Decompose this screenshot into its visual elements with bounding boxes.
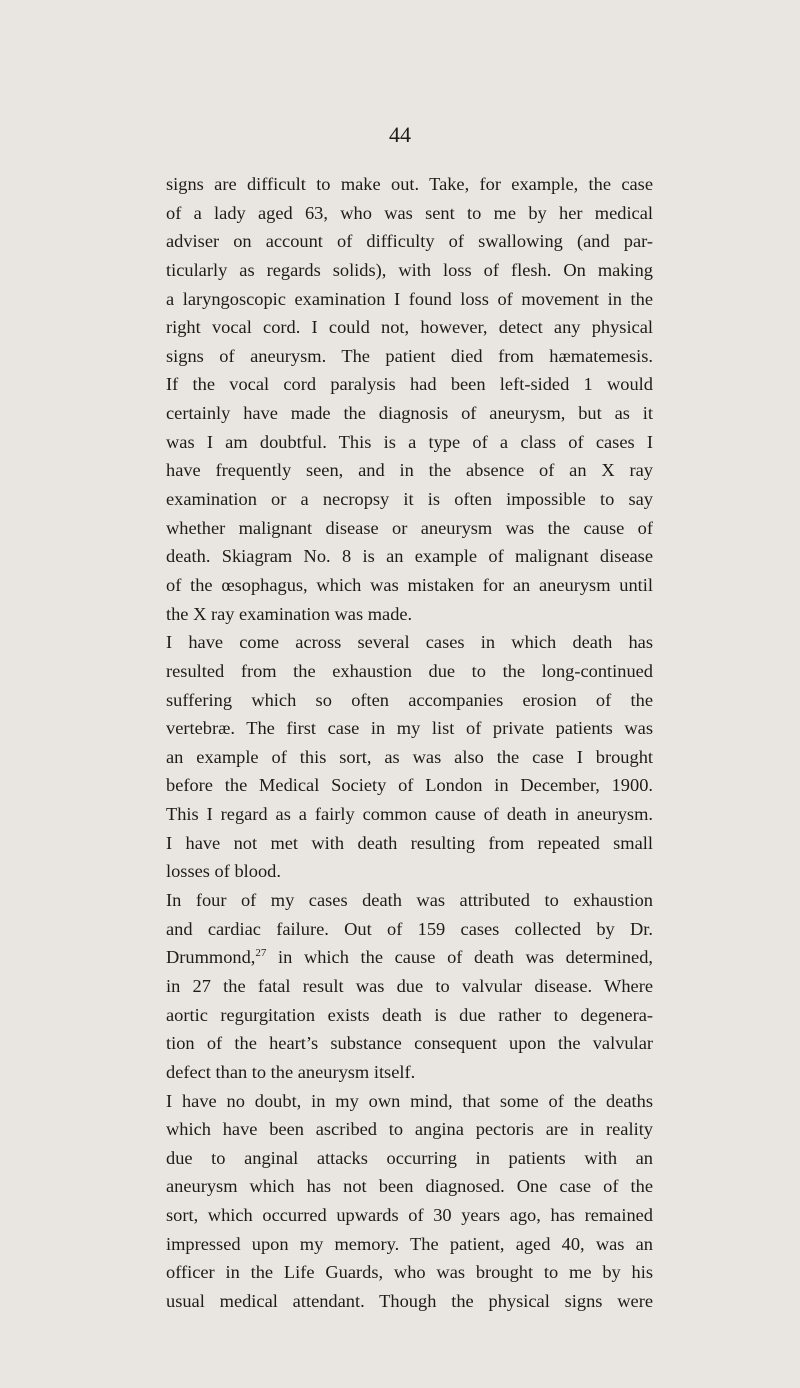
text-line: This I regard as a fairly common cause of death in aneurysm. xyxy=(166,804,653,825)
text-line: In four of my cases death was attributed to exhaustion xyxy=(166,890,653,911)
footnote-reference: 27 xyxy=(255,947,267,960)
drummond-tail: in which the cause of death was determined, xyxy=(278,947,653,968)
text-line: I have no doubt, in my own mind, that some of the deaths xyxy=(166,1090,653,1111)
text-line: a laryngoscopic examination I found loss of movement in the xyxy=(166,288,653,309)
text-line: suffering which so often accompanies erosion of the xyxy=(166,689,653,710)
text-line: was I am doubtful. This is a type of a class of cases I xyxy=(166,431,653,452)
text-line: of the œsophagus, which was mistaken for an aneurysm until xyxy=(166,574,653,595)
text-line: losses of blood. xyxy=(166,861,281,882)
body-text xyxy=(166,170,653,1316)
text-line: signs are difficult to make out. Take, for example, the case xyxy=(166,174,653,194)
text-line: resulted from the exhaustion due to the long-continued xyxy=(166,660,653,681)
text-line: due to anginal attacks occurring in patients with an xyxy=(166,1147,653,1168)
text-line-with-footnote xyxy=(166,943,653,972)
text-line: usual medical attendant. Though the physical signs were xyxy=(166,1290,653,1311)
text-line: ticularly as regards solids), with loss of flesh. On making xyxy=(166,259,653,280)
text-line: I have come across several cases in which death has xyxy=(166,632,653,653)
text-line: in 27 the fatal result was due to valvular disease. Where xyxy=(166,975,653,996)
text-line: death. Skiagram No. 8 is an example of malignant disease xyxy=(166,546,653,567)
text-line: aneurysm which has not been diagnosed. One case of the xyxy=(166,1176,653,1197)
text-line: whether malignant disease or aneurysm was the cause of xyxy=(166,517,653,538)
page-number: 44 xyxy=(389,122,411,147)
text-line: the X ray examination was made. xyxy=(166,603,413,624)
text-line: have frequently seen, and in the absence of an X ray xyxy=(166,460,653,481)
text-line: before the Medical Society of London in December, 1900. xyxy=(166,775,653,796)
text-line: vertebræ. The first case in my list of private patients was xyxy=(166,718,653,739)
text-line: an example of this sort, as was also the case I brought xyxy=(166,746,653,767)
text-line: examination or a necropsy it is often impossible to say xyxy=(166,489,653,510)
text-line: If the vocal cord paralysis had been left-sided 1 would xyxy=(166,374,653,395)
text-line: sort, which occurred upwards of 30 years ago, has remained xyxy=(166,1205,653,1226)
text-line: aortic regurgitation exists death is due rather to degenera- xyxy=(166,1004,653,1025)
text-line: which have been ascribed to angina pectoris are in reality xyxy=(166,1119,653,1140)
text-line: of a lady aged 63, who was sent to me by her medical xyxy=(166,202,653,223)
text-line: I have not met with death resulting from repeated small xyxy=(166,832,653,853)
text-line: tion of the heart’s substance consequent upon the valvular xyxy=(166,1033,653,1054)
text-line: and cardiac failure. Out of 159 cases collected by Dr. xyxy=(166,918,653,939)
text-line: defect than to the aneurysm itself. xyxy=(166,1061,416,1082)
text-line: signs of aneurysm. The patient died from hæmatemesis. xyxy=(166,345,653,366)
text-line: right vocal cord. I could not, however, detect any physical xyxy=(166,317,653,338)
text-line: certainly have made the diagnosis of aneurysm, but as it xyxy=(166,403,653,424)
text-line: officer in the Life Guards, who was brought to me by his xyxy=(166,1262,653,1283)
text-line: adviser on account of difficulty of swallowing (and par- xyxy=(166,231,653,252)
drummond-name: Drummond, xyxy=(166,947,256,968)
text-line: impressed upon my memory. The patient, aged 40, was an xyxy=(166,1233,653,1254)
